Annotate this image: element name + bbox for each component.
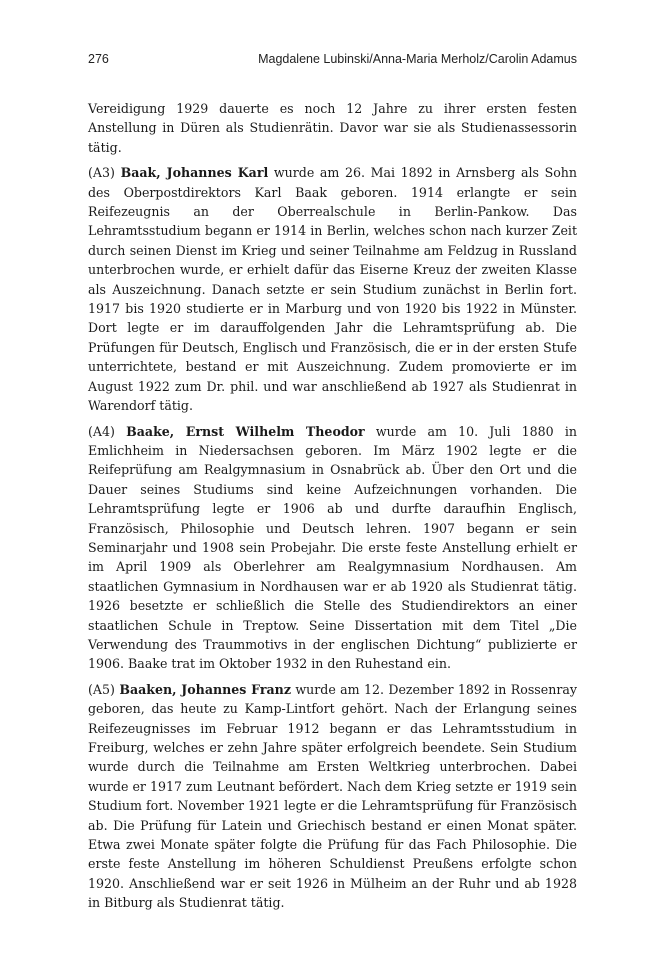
entry-name: Baaken, Johannes Franz (119, 681, 291, 697)
entry-name: Baak, Johannes Karl (120, 165, 269, 181)
entry-tag: (A5) (88, 681, 115, 697)
paragraph-continuation (88, 99, 577, 157)
entry-text: wurde am 12. Dezember 1892 in Rossenray geboren, das heute zu Kamp-Lintfort gehört. Nach der Erlangung seines Reifezeugnisses im Februar 1912 begann er das Lehramtsstudium in Freiburg, welches er zehn Jahre später erfolgreich beendete. Sein Studium wurde durch die Teilnahme am Ersten Weltkrieg unterbrochen. Dabei wurde er 1917 zum Leutnant befördert. Nach dem Krieg setzte er 1919 sein Studium fort. November 1921 legte er die Lehramtsprüfung für Französisch ab. Die Prüfung für Latein und Griechisch bestand er einen Monat später. Etwa zwei Monate später folgte die Prüfung für das Fach Philosophie. Die erste feste Anstellung im höheren Schuldienst Preußens erfolgte schon 1920. Anschließend war er seit 1926 in Mülheim an der Ruhr und ab 1928 in Bitburg als Studienrat tätig. (88, 681, 577, 911)
page-number: 276 (88, 52, 109, 66)
body-text (88, 99, 577, 919)
entry-a3 (88, 163, 577, 415)
entry-tag: (A4) (88, 423, 115, 439)
entry-a4 (88, 422, 577, 674)
entry-a5 (88, 680, 577, 913)
running-header (88, 52, 577, 70)
entry-text: wurde am 10. Juli 1880 in Emlichheim in Niedersachsen geboren. Im März 1902 legte er die Reifeprüfung am Realgymnasium in Osnabrück ab. Über den Ort und die Dauer seines Studiums sind keine Aufzeichnungen vorhanden. Die Lehramtsprüfung legte er 1906 ab und durfte daraufhin Englisch, Französisch, Philosophie und Deutsch lehren. 1907 begann er sein Seminarjahr und 1908 sein Probejahr. Die erste feste Anstellung erhielt er im April 1909 als Oberlehrer am Realgymnasium Nordhausen. Am staatlichen Gymnasium in Nordhausen war er ab 1920 als Studienrat tätig. 1926 besetzte er schließlich die Stelle des Studiendirektors an einer staatlichen Schule in Treptow. Seine Dissertation mit dem Titel „Die Verwendung des Traummotivs in der englischen Dichtung“ publizierte er 1906. Baake trat im Oktober 1932 in den Ruhestand ein. (88, 423, 577, 672)
running-header-authors: Magdalene Lubinski/Anna-Maria Merholz/Carolin Adamus (258, 52, 577, 66)
paragraph-text: Vereidigung 1929 dauerte es noch 12 Jahre zu ihrer ersten festen Anstellung in Düren als Studienrätin. Davor war sie als Studienassessorin tätig. (88, 101, 577, 155)
entry-name: Baake, Ernst Wilhelm Theodor (126, 423, 365, 439)
entry-tag: (A3) (88, 165, 115, 181)
entry-text: wurde am 26. Mai 1892 in Arnsberg als Sohn des Oberpostdirektors Karl Baak geboren. 1914 erlangte er sein Reifezeugnis an der Oberrealschule in Berlin-Pankow. Das Lehramtsstudium begann er 1914 in Berlin, welches schon nach kurzer Zeit durch seinen Dienst im Krieg und seiner Teilnahme am Feldzug in Russland unterbrochen wurde, er erhielt dafür das Eiserne Kreuz der zweiten Klasse als Auszeichnung. Danach setzte er sein Studium zunächst in Berlin fort. 1917 bis 1920 studierte er in Marburg und von 1920 bis 1922 in Münster. Dort legte er im darauffolgenden Jahr die Lehramtsprüfung ab. Die Prüfungen für Deutsch, Englisch und Französisch, die er in der ersten Stufe unterrichtete, bestand er mit Auszeichnung. Zudem promovierte er im August 1922 zum Dr. phil. und war anschließend ab 1927 als Studienrat in Warendorf tätig. (88, 165, 578, 414)
